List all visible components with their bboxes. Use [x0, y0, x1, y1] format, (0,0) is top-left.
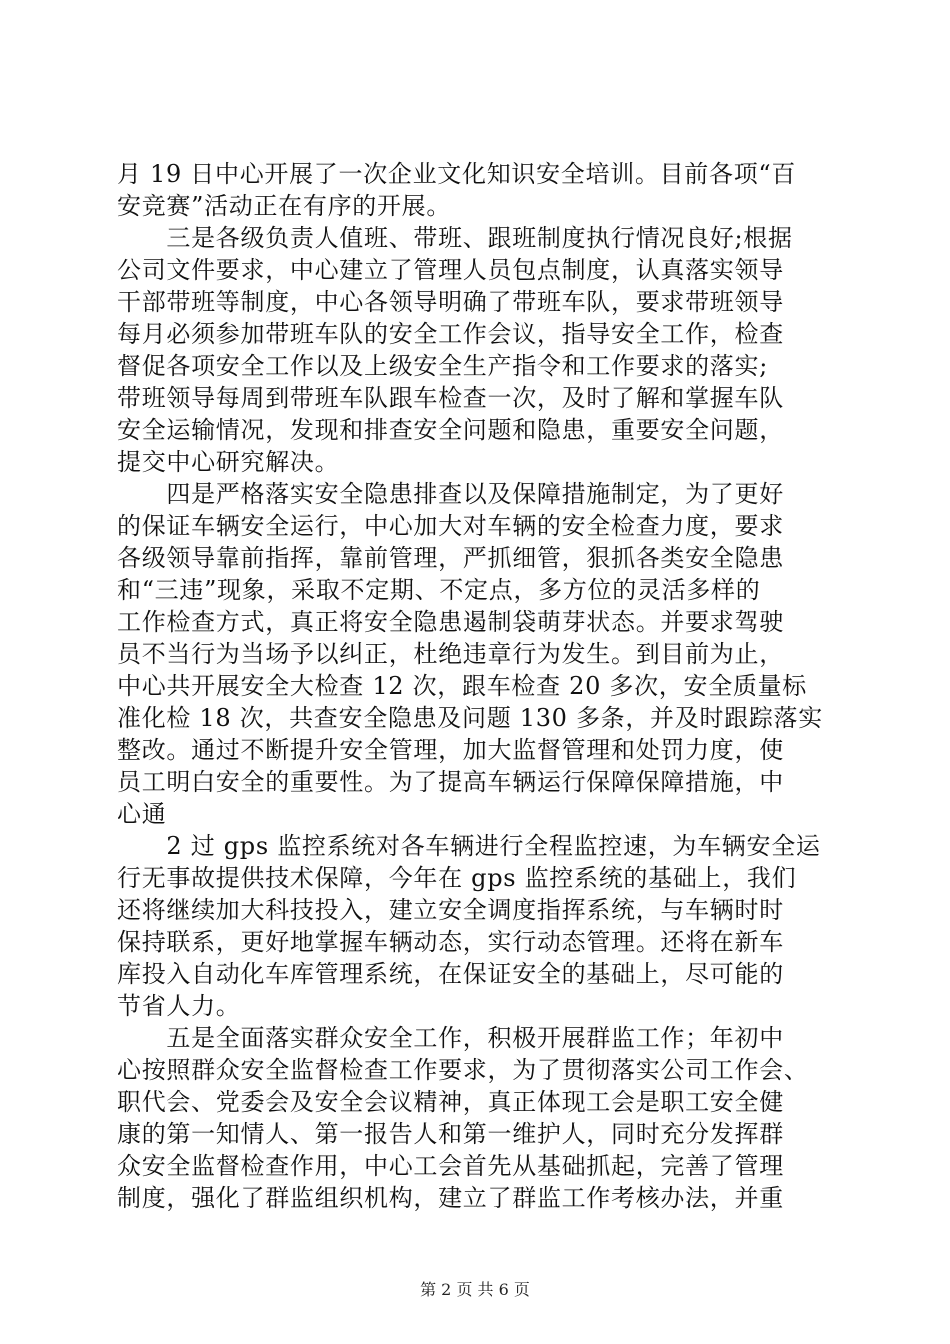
text-line: 中心共开展安全大检查 12 次，跟车检查 20 多次，安全质量标 [117, 672, 807, 700]
text-line: 安全运输情况，发现和排查安全问题和隐患，重要安全问题， [117, 416, 784, 444]
text-line: 行无事故提供技术保障，今年在 gps 监控系统的基础上，我们 [117, 864, 797, 892]
page-number-footer: 第 2 页 共 6 页 [420, 1280, 530, 1299]
text-line: 干部带班等制度，中心各领导明确了带班车队，要求带班领导 [117, 288, 784, 316]
text-line: 员不当行为当场予以纠正，杜绝违章行为发生。到目前为止， [117, 640, 784, 668]
text-line: 的保证车辆安全运行，中心加大对车辆的安全检查力度，要求 [117, 512, 784, 540]
text-line: 三是各级负责人值班、带班、跟班制度执行情况良好;根据 [117, 224, 793, 252]
text-line: 工作检查方式，真正将安全隐患遏制袋萌芽状态。并要求驾驶 [117, 608, 784, 636]
document-body [117, 158, 829, 1214]
text-line: 准化检 18 次，共查安全隐患及问题 130 多条，并及时跟踪落实 [117, 704, 823, 732]
text-line: 众安全监督检查作用，中心工会首先从基础抓起，完善了管理 [117, 1152, 784, 1180]
text-line: 2 过 gps 监控系统对各车辆进行全程监控速，为车辆安全运 [117, 832, 821, 860]
text-line: 各级领导靠前指挥，靠前管理，严抓细管，狠抓各类安全隐患 [117, 544, 784, 572]
text-line: 月 19 日中心开展了一次企业文化知识安全培训。目前各项“百 [117, 160, 797, 188]
text-line: 和“三违”现象，采取不定期、不定点，多方位的灵活多样的 [117, 576, 761, 604]
text-line: 整改。通过不断提升安全管理，加大监督管理和处罚力度，使 [117, 736, 784, 764]
text-line: 制度，强化了群监组织机构，建立了群监工作考核办法，并重 [117, 1184, 784, 1212]
text-line: 还将继续加大科技投入，建立安全调度指挥系统，与车辆时时 [117, 896, 784, 924]
text-line: 节省人力。 [117, 992, 241, 1020]
text-line: 库投入自动化车库管理系统，在保证安全的基础上，尽可能的 [117, 960, 784, 988]
text-line: 督促各项安全工作以及上级安全生产指令和工作要求的落实; [117, 352, 768, 380]
text-line: 每月必须参加带班车队的安全工作会议，指导安全工作，检查 [117, 320, 784, 348]
text-line: 公司文件要求，中心建立了管理人员包点制度，认真落实领导 [117, 256, 784, 284]
text-line: 职代会、党委会及安全会议精神，真正体现工会是职工安全健 [117, 1088, 784, 1116]
text-line: 心按照群众安全监督检查工作要求，为了贯彻落实公司工作会、 [117, 1056, 809, 1084]
text-line: 心通 [117, 800, 167, 828]
text-line: 带班领导每周到带班车队跟车检查一次，及时了解和掌握车队 [117, 384, 784, 412]
text-line: 康的第一知情人、第一报告人和第一维护人，同时充分发挥群 [117, 1120, 784, 1148]
text-line: 提交中心研究解决。 [117, 448, 340, 476]
text-line: 员工明白安全的重要性。为了提高车辆运行保障保障措施，中 [117, 768, 784, 796]
text-line: 保持联系，更好地掌握车辆动态，实行动态管理。还将在新车 [117, 928, 784, 956]
text-line: 四是严格落实安全隐患排查以及保障措施制定，为了更好 [117, 480, 784, 508]
text-line: 安竞赛”活动正在有序的开展。 [117, 192, 452, 220]
text-line: 五是全面落实群众安全工作，积极开展群监工作；年初中 [117, 1024, 784, 1052]
